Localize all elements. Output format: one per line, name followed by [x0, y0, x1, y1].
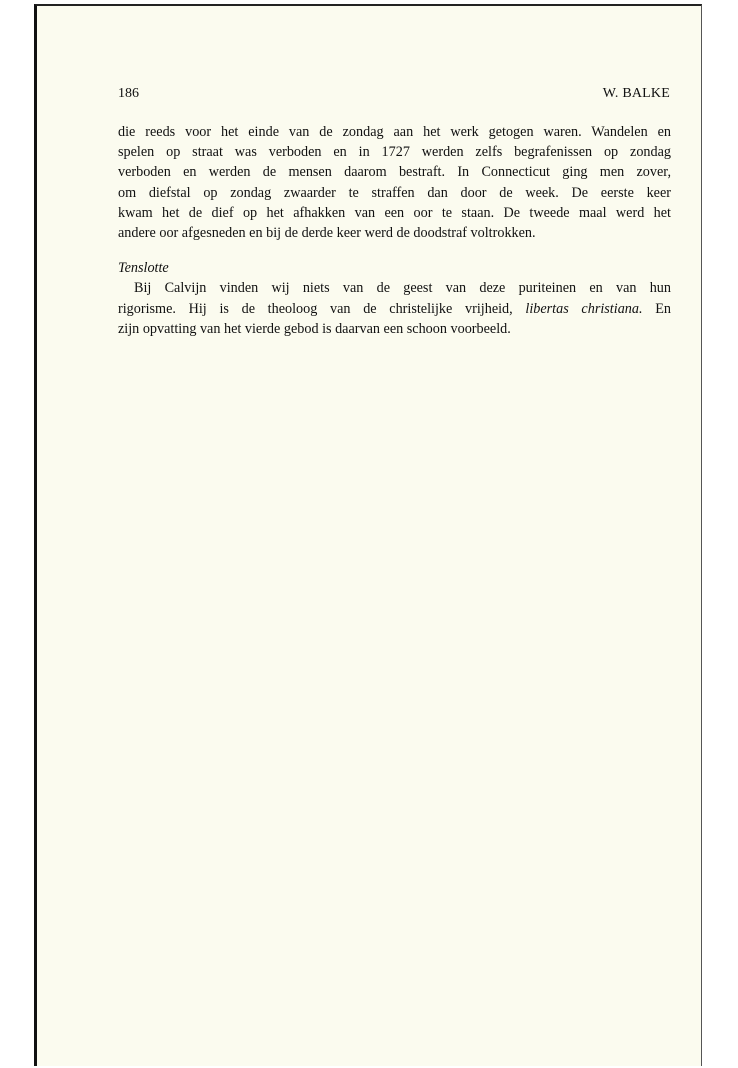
italic-phrase: libertas christiana. — [525, 300, 643, 317]
paragraph-puritan-sunday — [118, 122, 671, 243]
body-text — [118, 122, 671, 339]
section-heading: Tenslotte — [118, 260, 169, 277]
page-number: 186 — [118, 86, 139, 101]
running-head — [118, 86, 670, 106]
text-line: spelen op straat was verboden en in 1727 werden zelfs begrafenissen op zondag — [118, 144, 671, 161]
text-line: zijn opvatting van het vierde gebod is daarvan een schoon voorbeeld. — [118, 320, 511, 337]
text-line: kwam het de dief op het afhakken van een oor te staan. De tweede maal werd het — [118, 204, 671, 221]
running-author: W. BALKE — [602, 86, 670, 101]
paragraph-calvin — [118, 278, 671, 339]
text-line: Bij Calvijn vinden wij niets van de geest van deze puriteinen en van hun — [134, 280, 671, 297]
text-line: verboden en werden de mensen daarom bestraft. In Connecticut ging men zover, — [118, 164, 671, 181]
text-line — [118, 299, 671, 319]
text-line: die reeds voor het einde van de zondag aan het werk getogen waren. Wandelen en — [118, 124, 671, 140]
book-page — [34, 4, 702, 1066]
text-line: om diefstal op zondag zwaarder te straffen dan door de week. De eerste keer — [118, 184, 671, 201]
text-segment: rigorisme. Hij is de theoloog van de christelijke vrijheid, — [118, 300, 526, 317]
text-segment: En — [642, 300, 671, 317]
text-line: andere oor afgesneden en bij de derde keer werd de doodstraf voltrokken. — [118, 224, 536, 241]
